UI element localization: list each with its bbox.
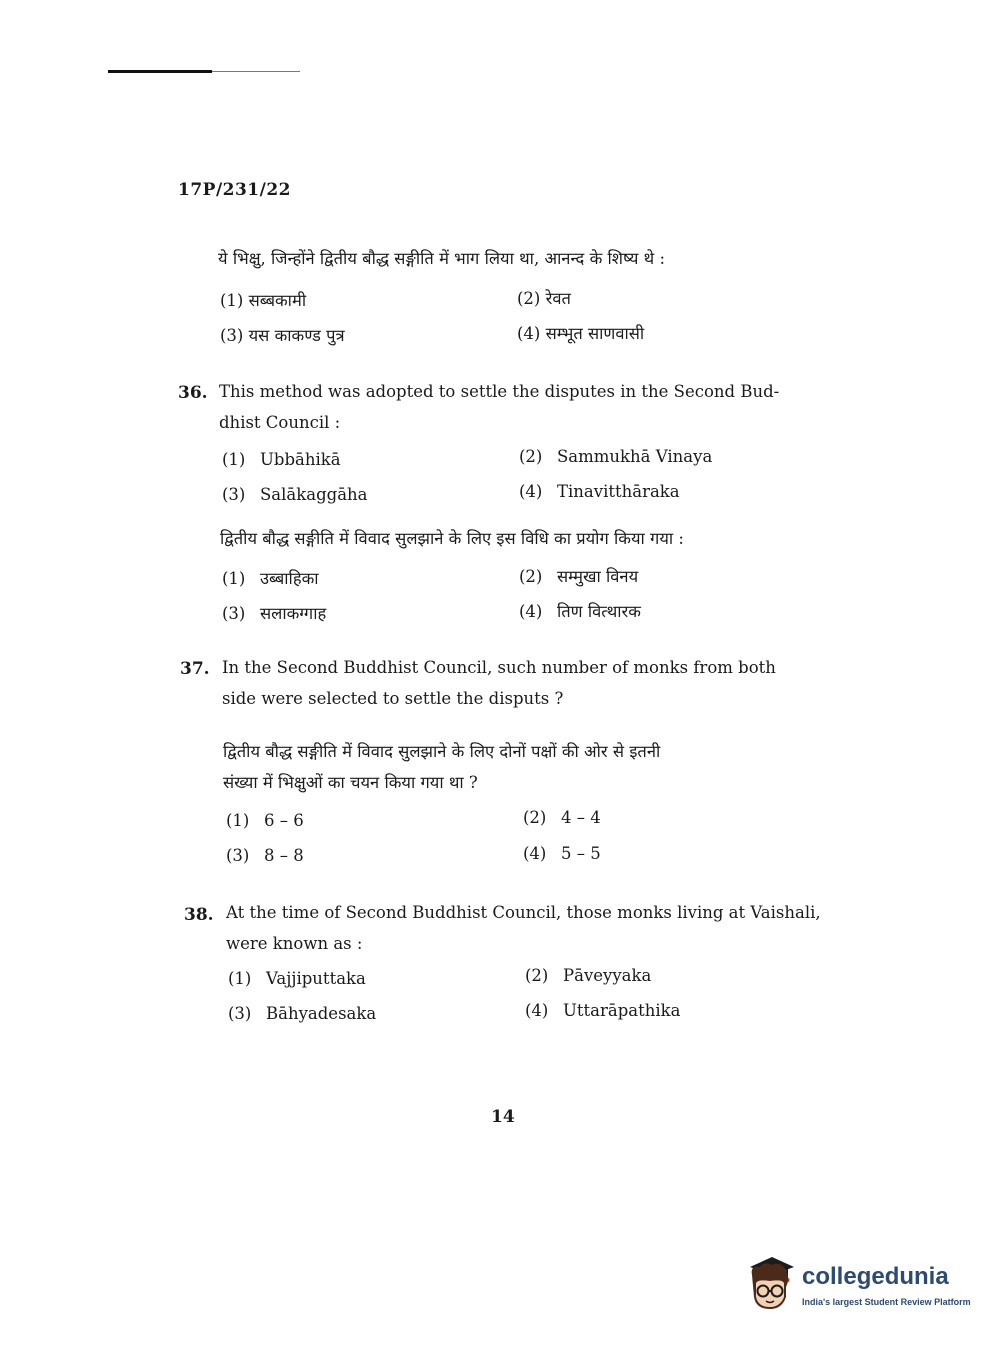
q36-option-3: (3) Salākaggāha [222,485,368,504]
q36-hindi-option-3: (3) सलाकग्गाह [222,604,327,623]
q35-option-3: (3) यस काकण्ड पुत्र [220,326,345,345]
q38-option-1: (1) Vajjiputtaka [228,969,366,988]
q35-option-2: (2) रेवत [517,289,571,308]
q37-text-line1: In the Second Buddhist Council, such number of monks from both [222,658,776,677]
q36-text-line2: dhist Council : [219,413,341,432]
q36-hindi-option-2: (2) सम्मुखा विनय [519,567,639,586]
collegedunia-logo [742,1253,972,1323]
q37-hindi-line1: द्वितीय बौद्ध सङ्गीति में विवाद सुलझाने के लिए दोनों पक्षों की ओर से इतनी [223,742,661,761]
q35-option-4: (4) सम्भूत साणवासी [517,324,645,343]
q36-text-line1: This method was adopted to settle the disputes in the Second Bud- [219,382,780,401]
mascot-icon [742,1253,800,1315]
q36-option-1: (1) Ubbāhikā [222,450,341,469]
q36-number: 36. [178,383,208,403]
q36-hindi-option-4: (4) तिण वित्थारक [519,602,641,621]
page-number: 14 [491,1107,515,1127]
q38-text-line2: were known as : [226,934,363,953]
q37-option-1: (1) 6 – 6 [226,811,304,830]
q37-option-2: (2) 4 – 4 [523,808,601,827]
brand-tagline: India's largest Student Review Platform [802,1297,971,1307]
q37-text-line2: side were selected to settle the disputs ? [222,689,564,708]
q35-option-1: (1) सब्बकामी [220,291,307,310]
q38-option-2: (2) Pāveyyaka [525,966,652,985]
q37-number: 37. [180,659,210,679]
q36-option-4: (4) Tinavitthāraka [519,482,680,501]
q38-option-3: (3) Bāhyadesaka [228,1004,377,1023]
paper-code: 17P/231/22 [178,180,292,200]
brand-name: collegedunia [802,1263,949,1290]
q38-number: 38. [184,905,214,925]
q36-option-2: (2) Sammukhā Vinaya [519,447,713,466]
q37-option-3: (3) 8 – 8 [226,846,304,865]
q38-option-4: (4) Uttarāpathika [525,1001,681,1020]
q35-hindi-text: ये भिक्षु, जिन्होंने द्वितीय बौद्ध सङ्गीति में भाग लिया था, आनन्द के शिष्य थे : [218,249,665,268]
top-rule [108,70,300,73]
q38-text-line1: At the time of Second Buddhist Council, those monks living at Vaishali, [226,903,821,922]
q37-hindi-line2: संख्या में भिक्षुओं का चयन किया गया था ? [223,773,478,792]
q36-hindi-text: द्वितीय बौद्ध सङ्गीति में विवाद सुलझाने के लिए इस विधि का प्रयोग किया गया : [220,529,684,548]
q36-hindi-option-1: (1) उब्बाहिका [222,569,319,588]
q37-option-4: (4) 5 – 5 [523,844,601,863]
